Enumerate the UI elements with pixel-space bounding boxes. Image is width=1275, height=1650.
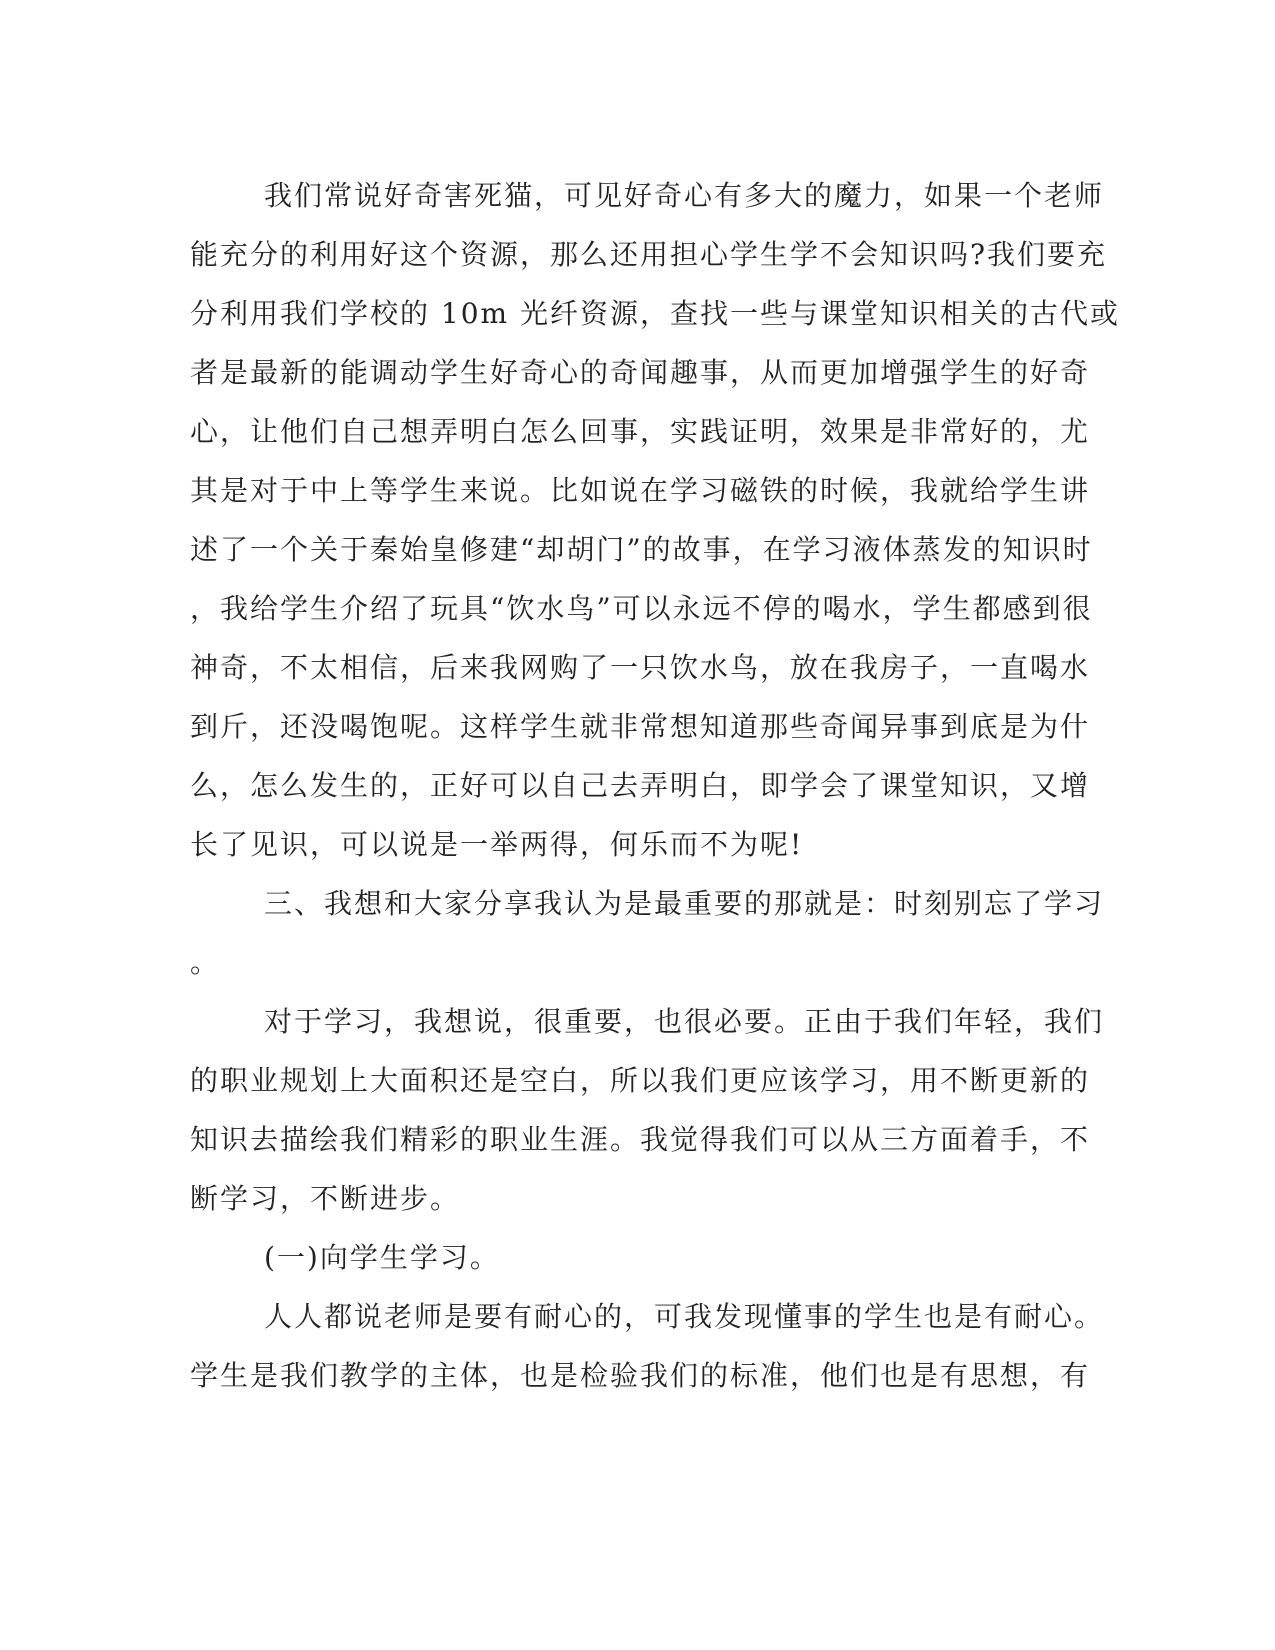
text-line: 神奇，不太相信，后来我网购了一只饮水鸟，放在我房子，一直喝水 [190,651,1091,684]
text-line: 长了见识，可以说是一举两得，何乐而不为呢! [190,828,804,861]
text-line: 对于学习，我想说，很重要，也很必要。正由于我们年轻，我们 [264,1005,1105,1038]
text-line: 。 [190,946,221,979]
body-text [190,166,1120,1405]
text-line: 断学习，不断进步。 [190,1182,461,1215]
text-line: 分利用我们学校的 10m 光纤资源，查找一些与课堂知识相关的古代或 [190,297,1120,330]
text-line: 我们常说好奇害死猫，可见好奇心有多大的魔力，如果一个老师 [264,179,1105,212]
text-line: 么，怎么发生的，正好可以自己去弄明白，即学会了课堂知识，又增 [190,769,1091,802]
text-line: 其是对于中上等学生来说。比如说在学习磁铁的时候，我就给学生讲 [190,474,1091,507]
text-line: 的职业规划上大面积还是空白，所以我们更应该学习，用不断更新的 [190,1064,1091,1097]
text-line: 者是最新的能调动学生好奇心的奇闻趣事，从而更加增强学生的好奇 [190,356,1091,389]
subsection-heading-line: (一)向学生学习。 [264,1241,500,1274]
text-line: 人人都说老师是要有耐心的，可我发现懂事的学生也是有耐心。 [264,1300,1105,1333]
text-line: 到斤，还没喝饱呢。这样学生就非常想知道那些奇闻异事到底是为什 [190,710,1091,743]
text-line: ，我给学生介绍了玩具“饮水鸟”可以永远不停的喝水，学生都感到很 [190,592,1093,625]
text-line: 知识去描绘我们精彩的职业生涯。我觉得我们可以从三方面着手，不 [190,1123,1091,1156]
text-line: 述了一个关于秦始皇修建“却胡门”的故事，在学习液体蒸发的知识时 [190,533,1093,566]
section-heading-line: 三、我想和大家分享我认为是最重要的那就是：时刻别忘了学习 [264,887,1105,920]
text-line: 心，让他们自己想弄明白怎么回事，实践证明，效果是非常好的，尤 [190,415,1091,448]
text-line: 能充分的利用好这个资源，那么还用担心学生学不会知识吗?我们要充 [190,238,1108,271]
text-line: 学生是我们教学的主体，也是检验我们的标准，他们也是有思想，有 [190,1359,1091,1392]
